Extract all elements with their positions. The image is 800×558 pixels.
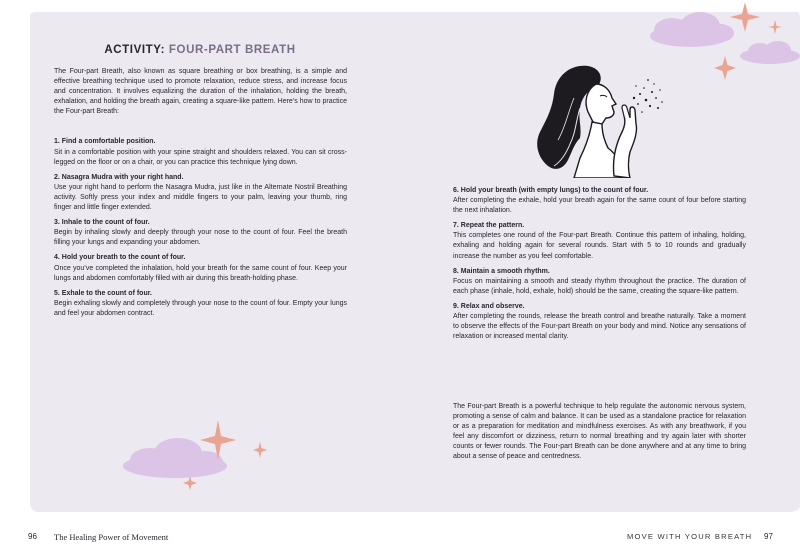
- step-title: 1. Find a comfortable position.: [54, 138, 156, 146]
- step-1: [54, 137, 347, 167]
- closing-paragraph: The Four-part Breath is a powerful technique to help regulate the autonomic nervous system, promoting a sense of calm and balance. It can be used as a standalone practice for relaxation or as a preparation for meditation and mindfulness exercises. As with any breathwork, if you feel any discomfort or dizziness, return to normal breathing and try again later with shorter counts or fewer rounds. The Four-part Breath can be done anywhere and at any time to bring about a sense of peace and centredness.: [453, 403, 746, 461]
- left-column: [54, 67, 347, 324]
- step-9: [453, 302, 746, 342]
- title-keyword: ACTIVITY:: [104, 44, 166, 56]
- step-body: This completes one round of the Four-part Breath. Continue this pattern of inhaling, holding, exhaling and holding again for several rounds. Start with 5 to 10 rounds and gradually increase the number as you feel comfortable.: [453, 232, 746, 260]
- step-title: 6. Hold your breath (with empty lungs) to the count of four.: [453, 187, 649, 194]
- step-6: [453, 186, 746, 216]
- step-body: Sit in a comfortable position with your spine straight and shoulders relaxed. You can sit cross-legged on the floor or on a chair, or you can practice this technique lying down.: [54, 148, 347, 166]
- page-number-left: 96: [28, 532, 37, 541]
- step-body: After completing the exhale, hold your breath again for the same count of four before starting the next inhalation.: [453, 197, 746, 215]
- title-text: FOUR-PART BREATH: [165, 44, 296, 56]
- step-body: Focus on maintaining a smooth and steady rhythm throughout the practice. The duration of each phase (inhale, hold, exhale, hold) should be the same, creating the square-like pattern.: [453, 277, 746, 295]
- step-3: [54, 218, 347, 248]
- chapter-title: MOVE WITH YOUR BREATH: [627, 532, 753, 541]
- book-title: The Healing Power of Movement: [54, 532, 169, 542]
- step-title: 3. Inhale to the count of four.: [54, 219, 150, 227]
- right-column: [453, 186, 746, 347]
- step-2: [54, 173, 347, 213]
- step-5: [54, 289, 347, 319]
- activity-title: [60, 44, 340, 56]
- step-8: [453, 267, 746, 297]
- step-title: 7. Repeat the pattern.: [453, 222, 525, 230]
- step-title: 8. Maintain a smooth rhythm.: [453, 267, 550, 275]
- step-title: 4. Hold your breath to the count of four.: [54, 254, 186, 262]
- step-body: Use your right hand to perform the Nasagra Mudra, just like in the Alternate Nostril Breathing activity. Softly press your index and middle fingers to your palm, leaving your thumb, ring finger and little finger extended.: [54, 183, 347, 212]
- step-body: Begin by inhaling slowly and deeply through your nose to the count of four. Feel the breath filling your lungs and expanding your abdomen.: [54, 229, 347, 247]
- step-title: 9. Relax and observe.: [453, 302, 525, 310]
- step-4: [54, 253, 347, 283]
- woman-breathing-illustration: [530, 58, 670, 178]
- page-number-right: 97: [764, 532, 773, 541]
- step-body: Once you’ve completed the inhalation, hold your breath for the same count of four. Keep your lungs and abdomen comfortably filled with air during this breath-holding phase.: [54, 264, 347, 282]
- intro-paragraph: The Four-part Breath, also known as square breathing or box breathing, is a simple and effective breathing technique used to promote relaxation, reduce stress, and increase focus and concentration. It involves equalizing the duration of the inhalation, holding the breath, exhalation, and holding the breath again, creating a square-like pattern. Here’s how to practice the Four-part Breath:: [54, 68, 347, 116]
- step-body: Begin exhaling slowly and completely through your nose to the count of four. Empty your lungs and feel your abdomen contract.: [54, 299, 347, 317]
- step-title: 2. Nasagra Mudra with your right hand.: [54, 173, 184, 181]
- step-7: [453, 221, 746, 261]
- step-title: 5. Exhale to the count of four.: [54, 289, 153, 297]
- step-body: After completing the rounds, release the breath control and breathe naturally. Take a moment to observe the effects of the Four-part Breath on your body and mind. Notice any sensations of relaxation or increased mental clarity.: [453, 313, 746, 341]
